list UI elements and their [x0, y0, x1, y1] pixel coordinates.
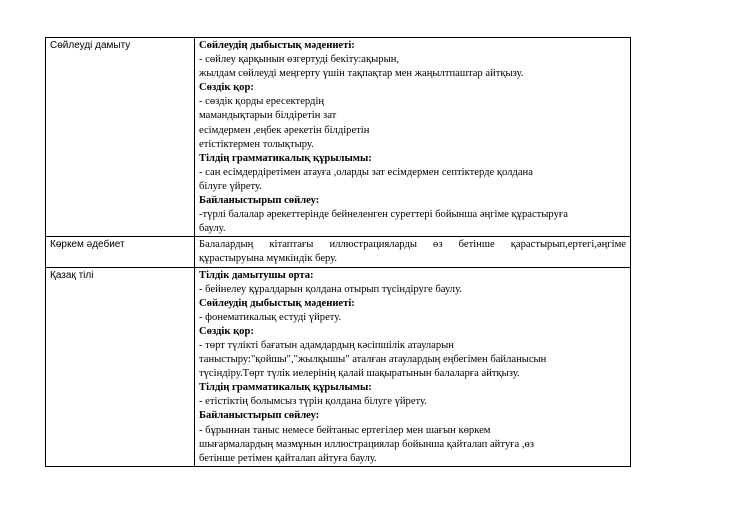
content-line: - етістіктің болымсыз түрін қолдана білуге үйрету.	[199, 396, 427, 408]
content-line: мамандықтарын білдіретін зат	[199, 110, 337, 122]
plan-table	[45, 37, 631, 467]
subject-cell: Көркем әдебиет	[46, 237, 195, 267]
content-line: - бейнелеу құралдарын қолдана отырып түсіндіруге баулу.	[199, 283, 462, 295]
content-line: білуге үйрету.	[199, 180, 262, 192]
content-cell	[195, 267, 631, 466]
subject-cell: Сөйлеуді дамыту	[46, 38, 195, 237]
content-cell: Балалардың кітаптағы иллюстрацияларды өз бетінше қарастырып,ертегі,әңгіме құрастыруына мүмкіндік беру.	[195, 237, 631, 267]
content-line: - фонематикалық естуді үйрету.	[199, 311, 342, 323]
section-heading: Тілдік дамытушы орта:	[199, 269, 314, 281]
section-heading: Тілдің грамматикалық құрылымы:	[199, 152, 372, 164]
table-row	[46, 267, 631, 466]
content-line: - төрт түлікті бағатын адамдардың кәсіпшілік атауларын	[199, 339, 454, 351]
content-line: - сөздік қорды ересектердің	[199, 96, 325, 108]
subject-cell: Қазақ тілі	[46, 267, 195, 466]
section-heading: Байланыстырып сөйлеу:	[199, 195, 320, 207]
section-heading: Сөйлеудің дыбыстық мәдениеті:	[199, 40, 355, 51]
content-line: есімдермен ,еңбек әрекетін білдіретін	[199, 124, 370, 136]
content-line: шығармалардың мазмұнын иллюстрациялар бойынша қайталап айтуға ,өз	[199, 438, 534, 450]
section-heading: Сөздік қор:	[199, 325, 254, 337]
content-line: - сөйлеу қарқынын өзгертуді бекіту:ақырын,	[199, 54, 400, 66]
content-cell	[195, 38, 631, 237]
content-line: жылдам сөйлеуді меңгерту үшін тақпақтар мен жаңылтпаштар айтқызу.	[199, 68, 524, 80]
content-line: таныстыру:"қойшы","жылқышы" аталған атаулардың еңбегімен байланысын	[199, 354, 547, 366]
content-line: - сан есімдердіретімен атауға ,оларды зат есімдермен септіктерде қолдана	[199, 166, 533, 178]
table-row	[46, 38, 631, 237]
section-heading: Сөйлеудің дыбыстық мәдениеті:	[199, 297, 355, 309]
content-line: бетінше ретімен қайталап айтуға баулу.	[199, 452, 377, 464]
table-row	[46, 237, 631, 267]
section-heading: Тілдің грамматикалық құрылымы:	[199, 382, 372, 394]
content-line: - бұрыннан таныс немесе бейтаныс ертегілер мен шағын көркем	[199, 424, 491, 436]
content-line: баулу.	[199, 223, 226, 235]
section-heading: Байланыстырып сөйлеу:	[199, 410, 320, 422]
content-line: -түрлі балалар әрекеттерінде бейнеленген суреттері бойынша әңгіме құрастыруға	[199, 209, 568, 221]
content-line: етістіктермен толықтыру.	[199, 138, 314, 150]
content-line: түсіндіру.Төрт түлік иелерінің қалай шақыратынын балаларға айтқызу.	[199, 368, 520, 380]
section-heading: Сөздік қор:	[199, 82, 254, 94]
